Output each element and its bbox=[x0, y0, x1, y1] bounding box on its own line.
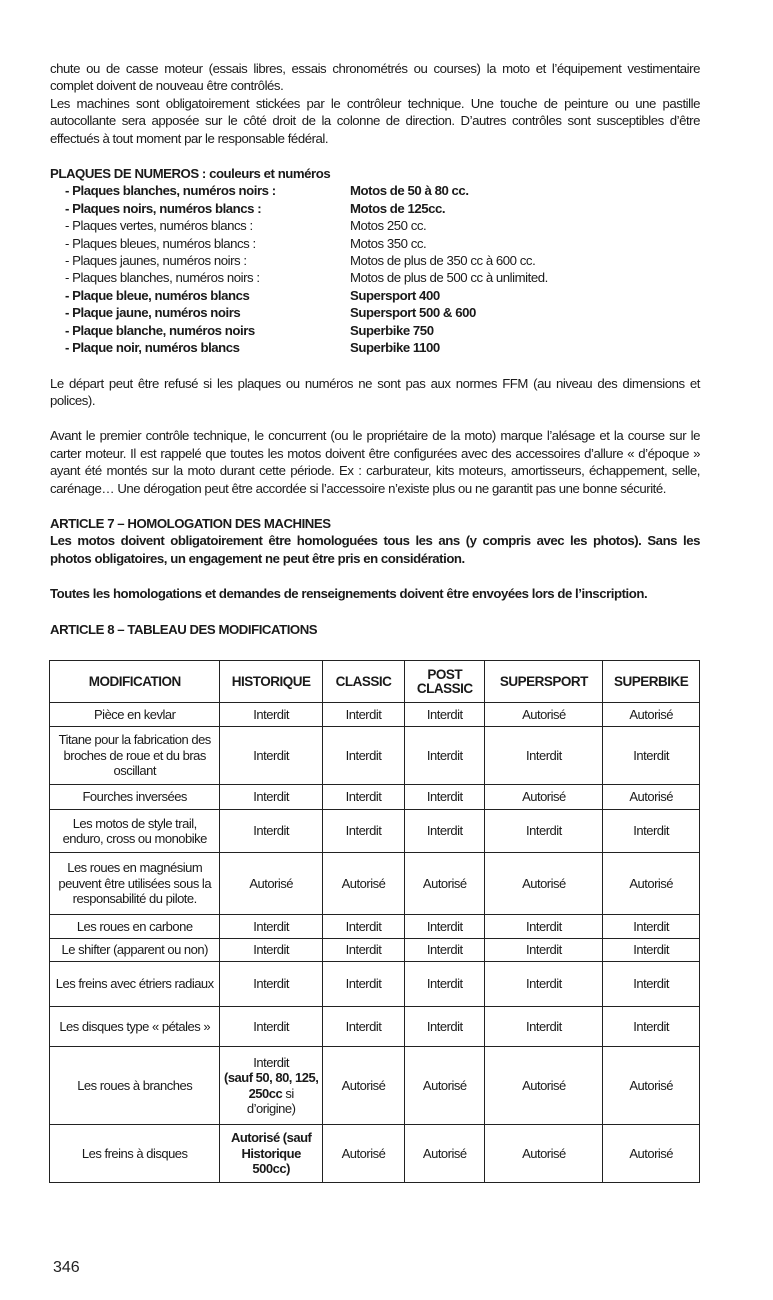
cell-post-classic: Interdit bbox=[405, 1007, 485, 1047]
cell-supersport: Autorisé bbox=[485, 1047, 603, 1125]
table-row bbox=[50, 1007, 700, 1047]
cell-superbike: Interdit bbox=[603, 1007, 700, 1047]
plate-value: Motos de plus de 500 cc à unlimited. bbox=[350, 270, 548, 286]
cell-classic: Interdit bbox=[322, 727, 404, 785]
cell-classic: Interdit bbox=[322, 703, 404, 727]
cell-superbike: Autorisé bbox=[603, 1125, 700, 1183]
plate-row bbox=[50, 235, 700, 252]
cell-classic: Autorisé bbox=[322, 1125, 404, 1183]
cell-modification: Fourches inversées bbox=[50, 785, 220, 810]
cell-classic: Autorisé bbox=[322, 853, 404, 915]
plate-value: Motos 350 cc. bbox=[350, 235, 427, 251]
article8-heading: ARTICLE 8 – TABLEAU DES MODIFICATIONS bbox=[50, 621, 318, 637]
document-page bbox=[50, 60, 700, 638]
cell-historique: Interdit bbox=[220, 810, 322, 853]
plates-heading-rest: : couleurs et numéros bbox=[198, 166, 331, 182]
cell-post-classic: Autorisé bbox=[405, 1047, 485, 1125]
cell-historique: Interdit bbox=[220, 703, 322, 727]
intro-paragraph-1: chute ou de casse moteur (essais libres, essais chronométrés ou courses) la moto et l’équipement vestimentaire complet doivent de nouveau être contrôlés. bbox=[50, 61, 700, 94]
plate-row bbox=[50, 200, 700, 217]
column-header-post-classic: POST CLASSIC bbox=[405, 661, 485, 703]
plate-value: Supersport 400 bbox=[350, 287, 440, 303]
plate-label: - Plaques bleues, numéros blancs : bbox=[65, 235, 256, 251]
cell-exception-tail: si d’origine) bbox=[246, 1085, 296, 1116]
cell-modification: Le shifter (apparent ou non) bbox=[50, 939, 220, 962]
cell-supersport: Interdit bbox=[485, 962, 603, 1007]
cell-classic: Autorisé bbox=[322, 1047, 404, 1125]
plate-label: - Plaque blanche, numéros noirs bbox=[65, 322, 255, 338]
cell-modification: Pièce en kevlar bbox=[50, 703, 220, 727]
table-row bbox=[50, 703, 700, 727]
cell-historique: Interdit bbox=[220, 1007, 322, 1047]
cell-modification: Titane pour la fabrication des broches de roue et du bras oscillant bbox=[50, 727, 220, 785]
cell-modification: Les roues en carbone bbox=[50, 915, 220, 939]
plate-value: Superbike 1100 bbox=[350, 340, 440, 356]
cell-historique: Autorisé bbox=[220, 853, 322, 915]
table-row bbox=[50, 1047, 700, 1125]
table-row bbox=[50, 727, 700, 785]
cell-classic: Interdit bbox=[322, 785, 404, 810]
plates-heading bbox=[50, 165, 700, 182]
column-header-classic: CLASSIC bbox=[322, 661, 404, 703]
column-header-superbike: SUPERBIKE bbox=[603, 661, 700, 703]
cell-historique: Interdit bbox=[220, 939, 322, 962]
table-row bbox=[50, 915, 700, 939]
table-row bbox=[50, 810, 700, 853]
column-header-historique: HISTORIQUE bbox=[220, 661, 322, 703]
cell-post-classic: Interdit bbox=[405, 810, 485, 853]
plate-label: - Plaques blanches, numéros noirs : bbox=[65, 270, 260, 286]
premier-controle-paragraph: Avant le premier contrôle technique, le concurrent (ou le propriétaire de la moto) marque l’alésage et la course sur le carter moteur. Il est rappelé que toutes les motos doivent être configurées avec des accessoires d’allure « d’époque » ayant été montés sur la moto durant cette période. Ex : carburateur, kits moteurs, amortisseurs, échappement, selle, carénage… Une dérogation peut être accordée si l’accessoire n’existe plus ou ne garantit pas une bonne sécurité. bbox=[50, 428, 700, 496]
plate-value: Motos de 125cc. bbox=[350, 200, 446, 216]
table-row bbox=[50, 1125, 700, 1183]
plate-label: - Plaque noir, numéros blancs bbox=[65, 340, 240, 356]
cell-supersport: Interdit bbox=[485, 727, 603, 785]
cell-post-classic: Interdit bbox=[405, 939, 485, 962]
plate-row bbox=[50, 217, 700, 234]
cell-post-classic: Interdit bbox=[405, 703, 485, 727]
column-header-supersport: SUPERSPORT bbox=[485, 661, 603, 703]
cell-post-classic: Interdit bbox=[405, 785, 485, 810]
cell-supersport: Autorisé bbox=[485, 1125, 603, 1183]
cell-historique: Autorisé (sauf Historique 500cc) bbox=[220, 1125, 322, 1183]
cell-supersport: Autorisé bbox=[485, 785, 603, 810]
page-number: 346 bbox=[53, 1259, 80, 1276]
plate-label: - Plaque jaune, numéros noirs bbox=[65, 305, 241, 321]
plate-label: - Plaques vertes, numéros blancs : bbox=[65, 218, 253, 234]
cell-superbike: Interdit bbox=[603, 727, 700, 785]
cell-modification: Les freins avec étriers radiaux bbox=[50, 962, 220, 1007]
plate-value: Supersport 500 & 600 bbox=[350, 305, 476, 321]
article7-heading: ARTICLE 7 – HOMOLOGATION DES MACHINES bbox=[50, 515, 331, 531]
modifications-table bbox=[49, 660, 700, 1183]
cell-superbike: Interdit bbox=[603, 939, 700, 962]
cell-classic: Interdit bbox=[322, 939, 404, 962]
cell-post-classic: Autorisé bbox=[405, 1125, 485, 1183]
cell-post-classic: Interdit bbox=[405, 727, 485, 785]
cell-historique bbox=[220, 1047, 322, 1125]
cell-historique: Interdit bbox=[220, 915, 322, 939]
plate-label: - Plaque bleue, numéros blancs bbox=[65, 287, 250, 303]
plate-label: - Plaques blanches, numéros noirs : bbox=[65, 183, 276, 199]
plate-row bbox=[50, 322, 700, 339]
plates-list bbox=[50, 182, 700, 356]
article7-paragraph-1: Les motos doivent obligatoirement être homologuées tous les ans (y compris avec les photos). Sans les photos obligatoires, un engagement ne peut être pris en considération. bbox=[50, 533, 700, 566]
plate-value: Superbike 750 bbox=[350, 322, 434, 338]
intro-paragraph-2: Les machines sont obligatoirement stickées par le contrôleur technique. Une touche de peinture ou une pastille autocollante sera apposée sur le côté droit de la colonne de direction. D’autres contrôles sont susceptibles d’être effectués à tout moment par le responsable fédéral. bbox=[50, 95, 700, 146]
plate-value: Motos de plus de 350 cc à 600 cc. bbox=[350, 253, 536, 269]
column-header-modification: MODIFICATION bbox=[50, 661, 220, 703]
cell-supersport: Autorisé bbox=[485, 703, 603, 727]
plate-row bbox=[50, 339, 700, 356]
plate-row bbox=[50, 269, 700, 286]
cell-modification: Les disques type « pétales » bbox=[50, 1007, 220, 1047]
cell-supersport: Interdit bbox=[485, 810, 603, 853]
cell-historique: Interdit bbox=[220, 727, 322, 785]
plates-section bbox=[50, 165, 700, 356]
plates-heading-bold: PLAQUES DE NUMEROS bbox=[50, 166, 199, 182]
cell-modification: Les motos de style trail, enduro, cross ou monobike bbox=[50, 810, 220, 853]
plate-row bbox=[50, 252, 700, 269]
cell-classic: Interdit bbox=[322, 962, 404, 1007]
plate-row bbox=[50, 287, 700, 304]
plate-row bbox=[50, 304, 700, 321]
cell-supersport: Interdit bbox=[485, 915, 603, 939]
cell-superbike: Interdit bbox=[603, 915, 700, 939]
cell-text: Interdit bbox=[253, 1054, 290, 1070]
cell-historique: Interdit bbox=[220, 962, 322, 1007]
plate-label: - Plaques jaunes, numéros noirs : bbox=[65, 253, 247, 269]
table-row bbox=[50, 785, 700, 810]
cell-modification: Les freins à disques bbox=[50, 1125, 220, 1183]
cell-superbike: Autorisé bbox=[603, 853, 700, 915]
table-row bbox=[50, 962, 700, 1007]
cell-superbike: Autorisé bbox=[603, 1047, 700, 1125]
cell-classic: Interdit bbox=[322, 915, 404, 939]
cell-classic: Interdit bbox=[322, 810, 404, 853]
plate-value: Motos 250 cc. bbox=[350, 218, 427, 234]
ffm-note: Le départ peut être refusé si les plaques ou numéros ne sont pas aux normes FFM (au niveau des dimensions et polices). bbox=[50, 375, 700, 408]
cell-classic: Interdit bbox=[322, 1007, 404, 1047]
cell-supersport: Interdit bbox=[485, 1007, 603, 1047]
table-body bbox=[50, 703, 700, 1183]
cell-exception-bold: (sauf 50, 80, 125, 250cc bbox=[223, 1070, 319, 1101]
cell-supersport: Interdit bbox=[485, 939, 603, 962]
table-row bbox=[50, 853, 700, 915]
plate-row bbox=[50, 182, 700, 199]
cell-post-classic: Autorisé bbox=[405, 853, 485, 915]
plate-label: - Plaques noirs, numéros blancs : bbox=[65, 200, 262, 216]
cell-post-classic: Interdit bbox=[405, 962, 485, 1007]
table-row bbox=[50, 939, 700, 962]
cell-historique: Interdit bbox=[220, 785, 322, 810]
table-header-row bbox=[50, 661, 700, 703]
cell-modification: Les roues en magnésium peuvent être utilisées sous la responsabilité du pilote. bbox=[50, 853, 220, 915]
plate-value: Motos de 50 à 80 cc. bbox=[350, 183, 469, 199]
cell-modification: Les roues à branches bbox=[50, 1047, 220, 1125]
cell-supersport: Autorisé bbox=[485, 853, 603, 915]
cell-superbike: Interdit bbox=[603, 962, 700, 1007]
cell-superbike: Autorisé bbox=[603, 785, 700, 810]
article7-paragraph-2: Toutes les homologations et demandes de renseignements doivent être envoyées lors de l’inscription. bbox=[50, 586, 648, 602]
cell-post-classic: Interdit bbox=[405, 915, 485, 939]
cell-superbike: Interdit bbox=[603, 810, 700, 853]
cell-superbike: Autorisé bbox=[603, 703, 700, 727]
